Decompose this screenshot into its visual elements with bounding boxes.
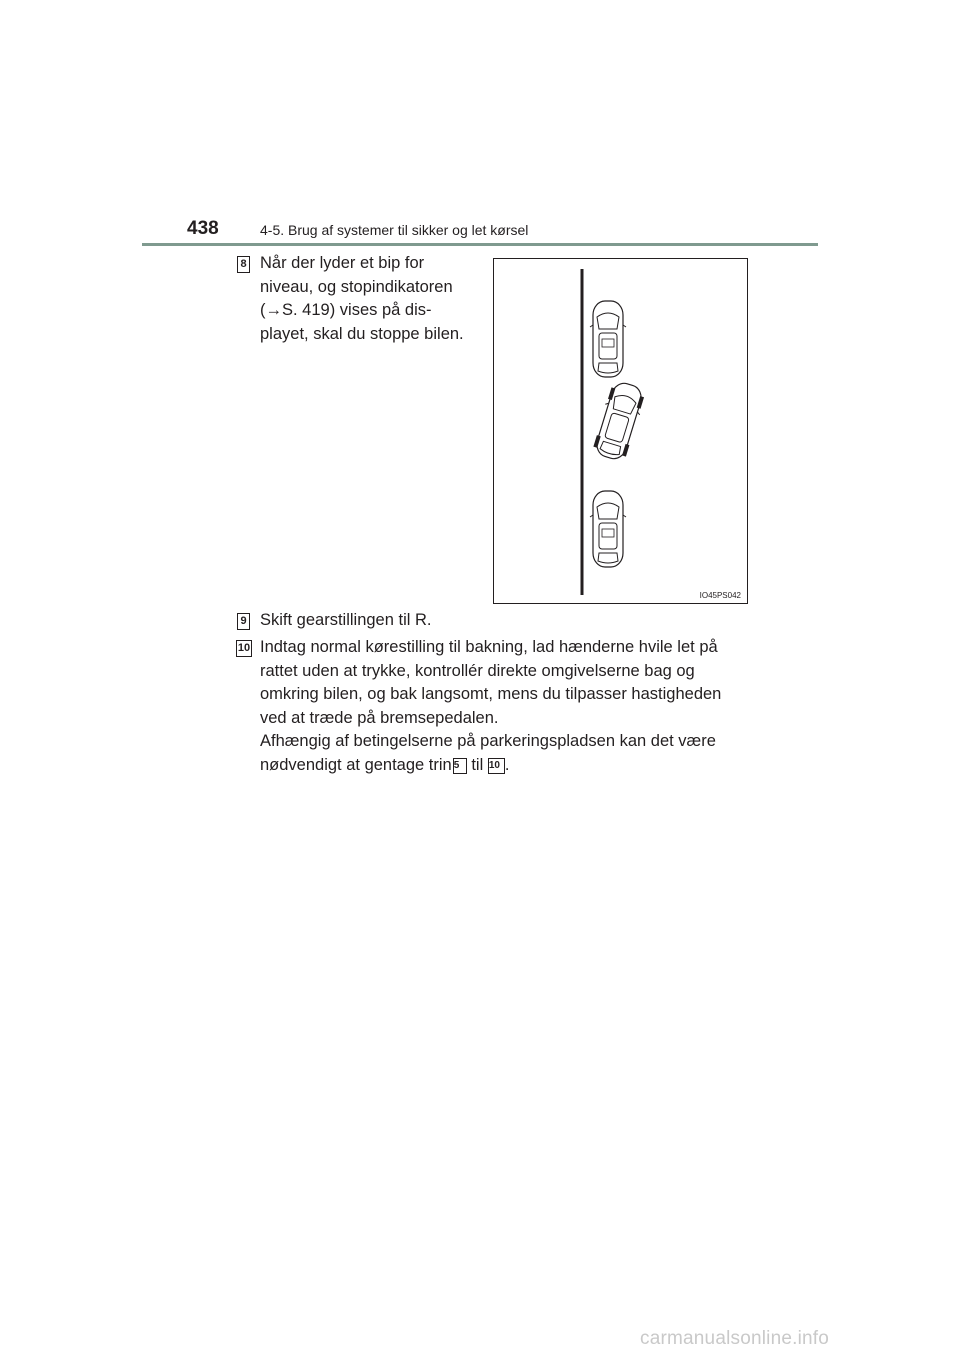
parked-car-rear	[590, 491, 626, 567]
section-title: 4-5. Brug af systemer til sikker og let kørsel	[260, 222, 529, 238]
step-10-line: omkring bilen, og bak langsomt, mens du tilpasser hastigheden	[260, 685, 722, 703]
header-divider	[142, 243, 818, 246]
step-10-last-line-prefix: nødvendigt at gentage trin	[260, 755, 452, 774]
step-10-last-line-suffix: .	[504, 755, 510, 774]
parked-car-front	[590, 301, 626, 377]
watermark: carmanualsonline.info	[640, 1328, 830, 1349]
parking-illustration	[493, 258, 748, 604]
parking-diagram	[494, 259, 749, 605]
figure-code: IO45PS042	[699, 591, 741, 600]
step-10-text	[260, 636, 744, 777]
step-5-reference-badge: 5	[453, 758, 467, 774]
step-8-line: Når der lyder et bip for	[260, 254, 425, 272]
step-10-ref-word: til	[471, 755, 484, 774]
step-10-reference-badge: 10	[488, 758, 505, 774]
step-10-line: ved at træde på bremsepedalen.	[260, 708, 499, 727]
step-9-badge: 9	[237, 613, 250, 630]
step-9-text: Skift gearstillingen til R.	[260, 611, 432, 629]
step-8-line: niveau, og stopindikatoren	[260, 277, 453, 296]
step-10-last-line	[260, 754, 744, 778]
step-8-text	[260, 252, 476, 346]
step-10-line: Afhængig af betingelserne på parkeringspladsen kan det være	[260, 732, 716, 750]
step-10-line: Indtag normal kørestilling til bakning, lad hænderne hvile let på	[260, 638, 718, 656]
page-number: 438	[187, 218, 219, 239]
reversing-car	[591, 379, 648, 462]
step-8-line: (→S. 419) vises på dis-	[260, 301, 432, 319]
step-8-badge: 8	[237, 256, 250, 273]
step-8-line: playet, skal du stoppe bilen.	[260, 324, 464, 343]
step-10-badge: 10	[236, 640, 252, 657]
step-10-line: rattet uden at trykke, kontrollér direkte omgivelserne bag og	[260, 661, 695, 680]
